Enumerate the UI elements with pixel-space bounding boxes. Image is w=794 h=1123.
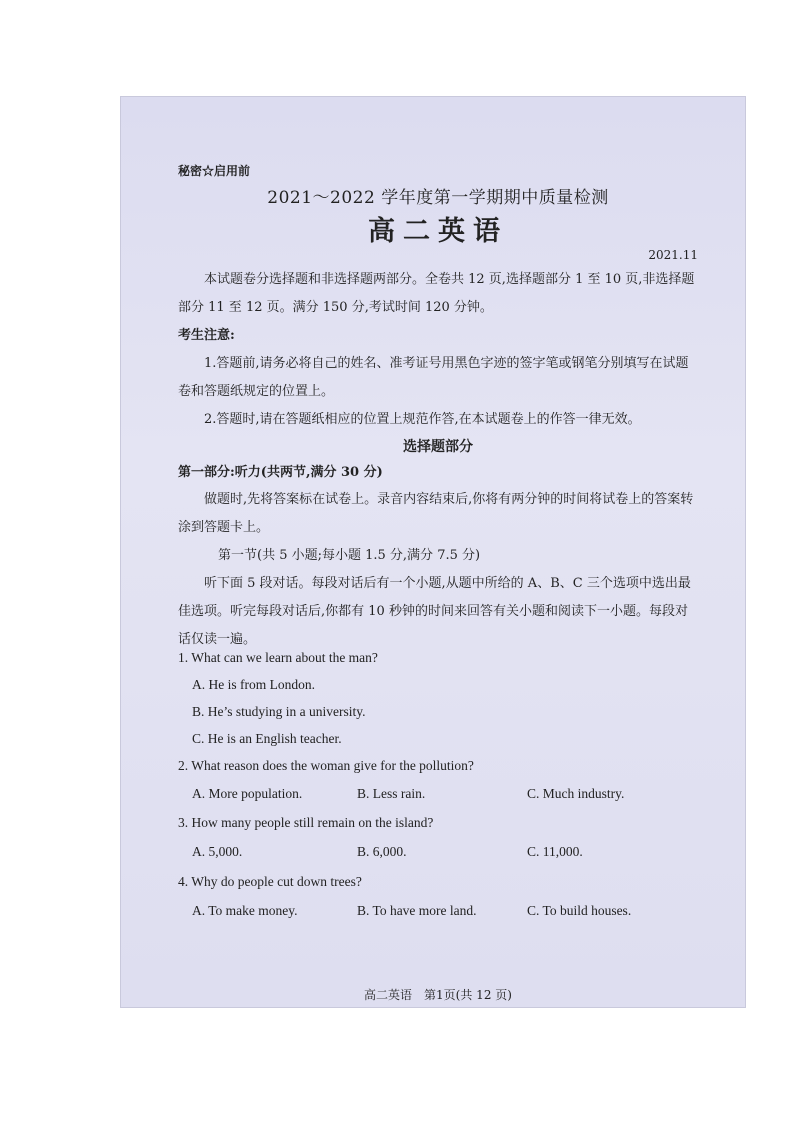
part1-description: 做题时,先将答案标在试卷上。录音内容结束后,你将有两分钟的时间将试卷上的答案转涂到答题卡上。: [178, 492, 694, 535]
option-a: A. To make money.: [192, 903, 298, 918]
question-list: [178, 644, 698, 927]
intro-paragraph: 本试题卷分选择题和非选择题两部分。全卷共 12 页,选择题部分 1 至 10 页,非选择题部分 11 至 12 页。满分 150 分,考试时间 120 分钟。: [178, 272, 695, 315]
exam-paper-photo: [120, 96, 746, 1008]
subsection1-description: 听下面 5 段对话。每段对话后有一个小题,从题中所给的 A、B、C 三个选项中选出最佳选项。听完每段对话后,你都有 10 秒钟的时间来回答有关小题和阅读下一小题。每段对话仅读一遍。: [178, 576, 691, 647]
option-b: B. Less rain.: [357, 786, 426, 801]
secret-label: 秘密☆启用前: [178, 164, 251, 178]
subsection1-heading: 第一节(共 5 小题;每小题 1.5 分,满分 7.5 分): [218, 548, 481, 563]
notice-heading: 考生注意:: [178, 328, 235, 343]
section-title: 选择题部分: [403, 439, 473, 455]
option-b: B. He’s studying in a university.: [192, 704, 366, 719]
question-stem: 2. What reason does the woman give for the pollution?: [178, 758, 474, 773]
question-3: [178, 809, 698, 868]
option-a: A. More population.: [192, 786, 303, 801]
option-c: C. 11,000.: [527, 844, 583, 859]
option-c: C. Much industry.: [527, 786, 625, 801]
page-footer: 高二英语 第1页(共 12 页): [364, 988, 512, 1002]
option-c: C. He is an English teacher.: [192, 731, 342, 746]
exam-date: 2021.11: [648, 248, 698, 262]
option-b: B. To have more land.: [357, 903, 477, 918]
options-row: [178, 779, 698, 809]
question-stem: 3. How many people still remain on the island?: [178, 815, 434, 830]
question-stem: 4. Why do people cut down trees?: [178, 874, 362, 889]
option-c: C. To build houses.: [527, 903, 632, 918]
section-block: [178, 434, 698, 654]
notice-item-2: 2.答题时,请在答题纸相应的位置上规范作答,在本试题卷上的作答一律无效。: [204, 412, 641, 427]
option-b: B. 6,000.: [357, 844, 407, 859]
exam-title: 2021～2022 学年度第一学期期中质量检测: [267, 188, 609, 208]
subject-title: 高二英语: [368, 216, 508, 247]
intro-block: [178, 266, 698, 434]
question-4: [178, 868, 698, 927]
option-a: A. 5,000.: [192, 844, 243, 859]
question-2: [178, 752, 698, 809]
options-row: [178, 895, 698, 927]
question-stem: 1. What can we learn about the man?: [178, 650, 378, 665]
options-row: [178, 836, 698, 868]
part1-heading: 第一部分:听力(共两节,满分 30 分): [178, 465, 383, 480]
option-a: A. He is from London.: [192, 677, 315, 692]
question-1: [178, 644, 698, 752]
notice-item-1: 1.答题前,请务必将自己的姓名、准考证号用黑色字迹的签字笔或钢笔分别填写在试题卷和答题纸规定的位置上。: [178, 356, 689, 399]
